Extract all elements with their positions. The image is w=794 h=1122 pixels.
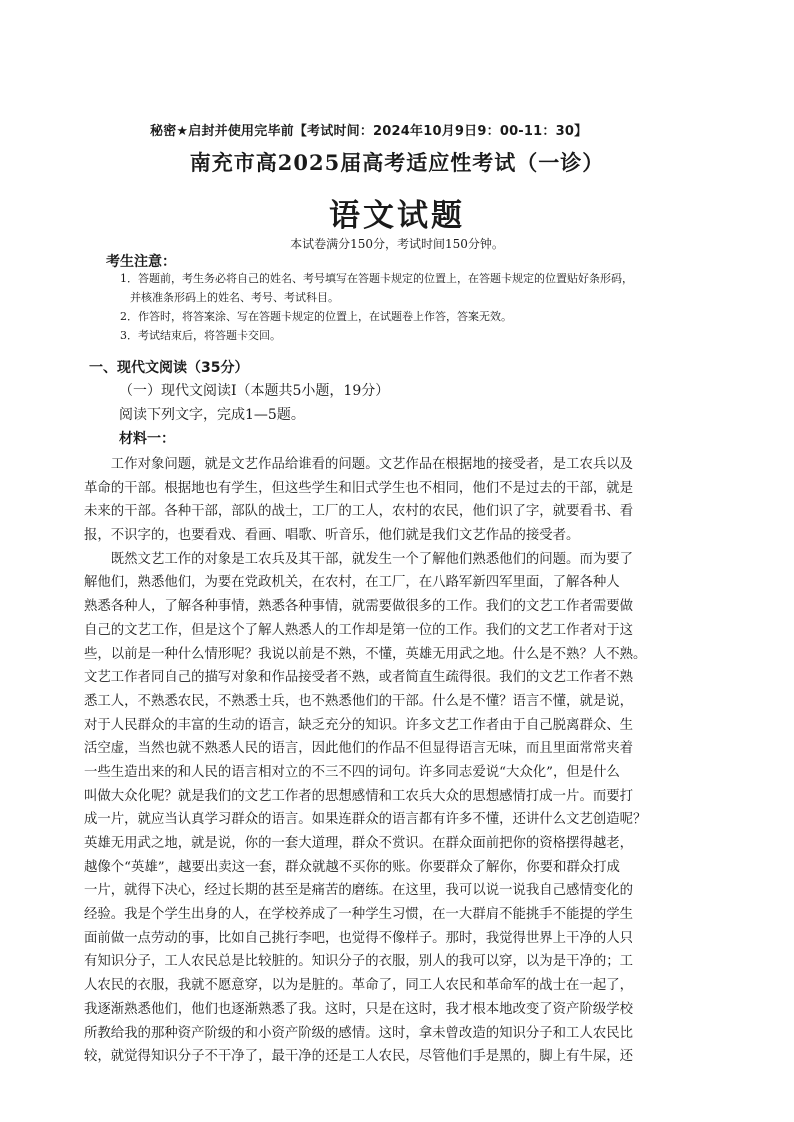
- score-note: 本试卷满分150分，考试时间150分钟。: [290, 237, 504, 251]
- exam-title: 南充市高2025届高考适应性考试（一诊）: [189, 150, 605, 175]
- notice-item: 并核准条形码上的姓名、考号、考试科目。: [130, 291, 339, 304]
- passage-line: 较，就觉得知识分子不干净了，最干净的还是工人农民，尽管他们手是黑的，脚上有牛屎，还: [84, 1049, 634, 1065]
- subject-title: 语文试题: [329, 198, 465, 234]
- passage-line: 悉工人，不熟悉农民，不熟悉士兵，也不熟悉他们的干部。什么是不懂？语言不懂，就是说，: [84, 693, 634, 709]
- passage-line: 文艺工作者同自己的描写对象和作品接受者不熟，或者简直生疏得很。我们的文艺工作者不熟: [84, 670, 634, 686]
- passage-line: 叫做大众化呢？就是我们的文艺工作者的思想感情和工农兵大众的思想感情打成一片。而要打: [84, 788, 634, 804]
- passage-line: 熟悉各种人，了解各种事情，熟悉各种事情，就需要做很多的工作。我们的文艺工作者需要做: [84, 599, 634, 615]
- section-heading: 一、现代文阅读（35分）: [89, 360, 249, 376]
- passage-line: 一片，就得下决心，经过长期的甚至是痛苦的磨练。在这里，我可以说一说我自己感情变化的: [84, 883, 634, 899]
- passage-line: 自己的文艺工作，但是这个了解人熟悉人的工作却是第一位的工作。我们的文艺工作者对于这: [84, 622, 634, 638]
- passage-line: 报，不识字的，也要看戏、看画、唱歌、听音乐，他们就是我们文艺作品的接受者。: [84, 528, 580, 544]
- notice-list: [120, 269, 710, 345]
- passage-line: 对于人民群众的丰富的生动的语言，缺乏充分的知识。许多文艺工作者由于自己脱离群众、生: [84, 717, 634, 733]
- passage-line: 解他们，熟悉他们，为要在党政机关，在农村，在工厂，在八路军新四军里面，了解各种人: [84, 575, 620, 591]
- passage-line: 未来的干部。各种干部，部队的战士，工厂的工人，农村的农民，他们识了字，就要看书、看: [84, 504, 634, 520]
- notice-heading: 考生注意：: [106, 254, 176, 270]
- passage-line: 既然文艺工作的对象是工农兵及其干部，就发生一个了解他们熟悉他们的问题。而为要了: [84, 551, 634, 567]
- passage-line: 革命的干部。根据地也有学生，但这些学生和旧式学生也不相同，他们不是过去的干部，就是: [84, 480, 634, 496]
- passage-line: 所教给我的那种资产阶级的和小资产阶级的感情。这时，拿未曾改造的知识分子和工人农民比: [84, 1025, 634, 1041]
- reading-passage: [84, 453, 714, 1069]
- passage-line: 经验。我是个学生出身的人，在学校养成了一种学生习惯，在一大群肩不能挑手不能提的学生: [84, 907, 634, 923]
- passage-line: 活空虚，当然也就不熟悉人民的语言，因此他们的作品不但显得语言无味，而且里面常常夹着: [84, 741, 634, 757]
- passage-line: 面前做一点劳动的事，比如自己挑行李吧，也觉得不像样子。那时，我觉得世界上干净的人只: [84, 930, 634, 946]
- notice-item: 3．考试结束后，将答题卡交回。: [120, 329, 281, 342]
- passage-line: 些，以前是一种什么情形呢？我说以前是不熟，不懂，英雄无用武之地。什么是不熟？人不熟。: [84, 646, 647, 662]
- sub-heading: （一）现代文阅读Ⅰ（本题共5小题，19分）: [119, 383, 390, 399]
- material-label: 材料一：: [119, 431, 175, 447]
- confidential-line: 秘密★启封并使用完毕前【考试时间：2024年10月9日9：00-11：30】: [150, 124, 588, 139]
- notice-item: 2．作答时，将答案涂、写在答题卡规定的位置上，在试题卷上作答，答案无效。: [120, 310, 512, 323]
- notice-item: 1．答题前，考生务必将自己的姓名、考号填写在答题卡规定的位置上，在答题卡规定的位置贴好条形码，: [120, 272, 633, 285]
- passage-line: 人农民的衣服，我就不愿意穿，以为是脏的。革命了，同工人农民和革命军的战士在一起了，: [84, 978, 634, 994]
- passage-line: 成一片，就应当认真学习群众的语言。如果连群众的语言都有许多不懂，还讲什么文艺创造呢？: [84, 812, 647, 828]
- passage-line: 工作对象问题，就是文艺作品给谁看的问题。文艺作品在根据地的接受者，是工农兵以及: [84, 457, 634, 472]
- passage-line: 一些生造出来的和人民的语言相对立的不三不四的词句。许多同志爱说“大众化”，但是什么: [84, 764, 620, 780]
- passage-line: 越像个“英雄”，越要出卖这一套，群众就越不买你的账。你要群众了解你，你要和群众打成: [84, 859, 620, 875]
- instruction: 阅读下列文字，完成1—5题。: [119, 407, 305, 423]
- passage-line: 我逐渐熟悉他们，他们也逐渐熟悉了我。这时，只是在这时，我才根本地改变了资产阶级学校: [84, 1001, 634, 1017]
- passage-line: 英雄无用武之地，就是说，你的一套大道理，群众不赏识。在群众面前把你的资格摆得越老，: [84, 836, 634, 851]
- passage-line: 有知识分子，工人农民总是比较脏的。知识分子的衣服，别人的我可以穿，以为是干净的；工: [84, 954, 634, 970]
